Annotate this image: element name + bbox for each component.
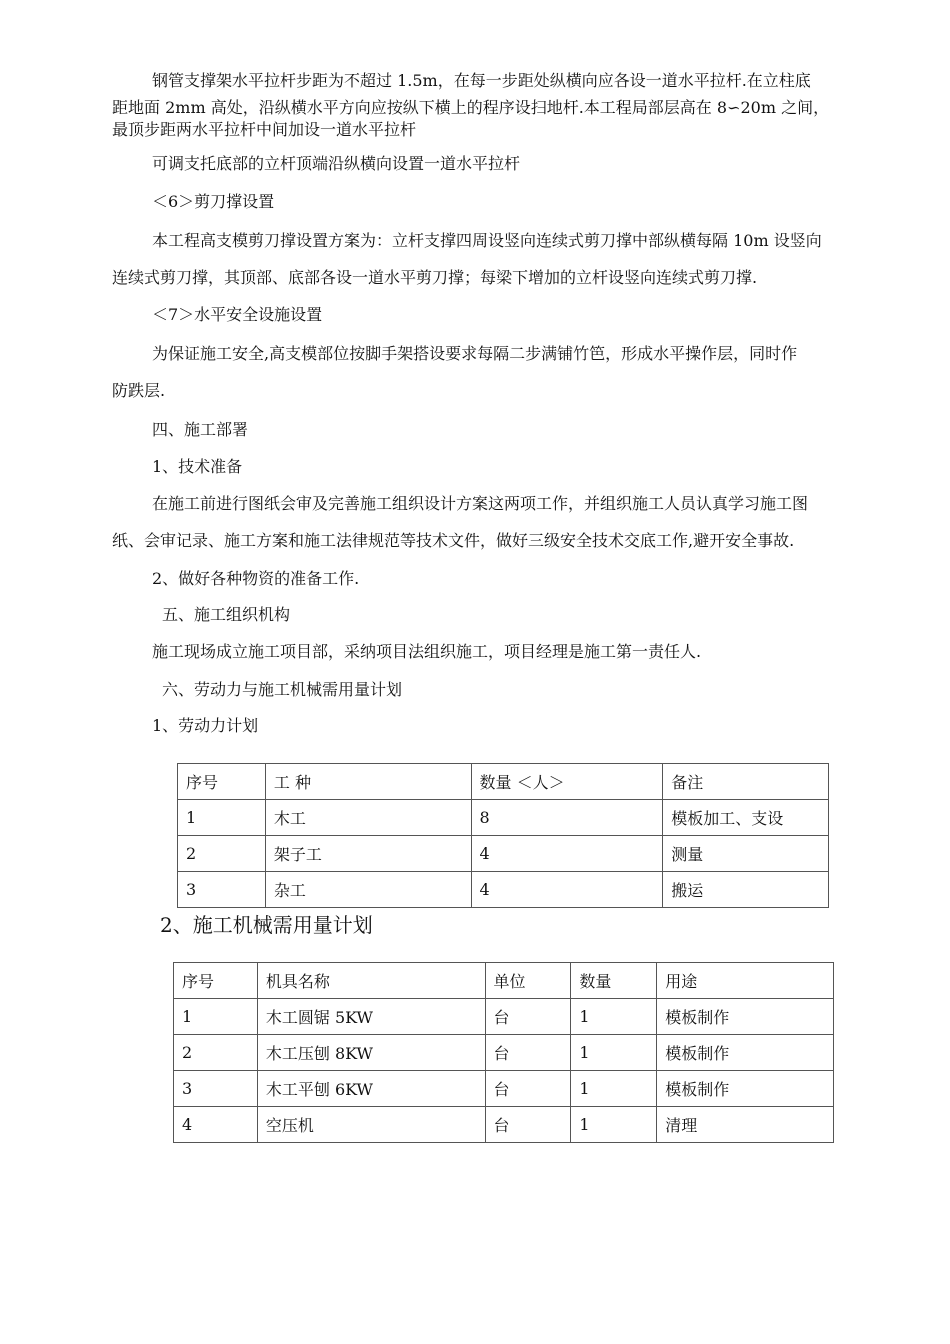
table-cell: 2 <box>178 836 266 872</box>
table-cell: 模板制作 <box>657 1071 834 1107</box>
header-cell: 机具名称 <box>257 963 485 999</box>
table-cell: 3 <box>174 1071 258 1107</box>
heading-7: ＜7＞水平安全设施设置 <box>152 305 323 324</box>
table-header-row <box>178 764 829 800</box>
heading-6: ＜6＞剪刀撑设置 <box>152 192 275 211</box>
para4-line2: 防跌层. <box>112 381 166 400</box>
table-row <box>178 872 829 908</box>
header-cell: 用途 <box>657 963 834 999</box>
table-row <box>174 1035 834 1071</box>
table-cell: 4 <box>174 1107 258 1143</box>
table-cell: 架子工 <box>265 836 471 872</box>
table-row <box>174 999 834 1035</box>
section-4-heading: 四、施工部署 <box>152 420 249 439</box>
table-cell: 杂工 <box>265 872 471 908</box>
table-row <box>174 1107 834 1143</box>
table-cell: 台 <box>485 1071 571 1107</box>
para2: 可调支托底部的立杆顶端沿纵横向设置一道水平拉杆 <box>152 154 521 173</box>
section-6-heading: 六、劳动力与施工机械需用量计划 <box>162 680 403 699</box>
para3-line1: 本工程高支模剪刀撑设置方案为：立杆支撑四周设竖向连续式剪刀撑中部纵横每隔 10m 设竖向 <box>152 231 822 250</box>
table-cell: 木工圆锯 5KW <box>257 999 485 1035</box>
table-cell: 台 <box>485 1035 571 1071</box>
table-cell: 8 <box>471 800 663 836</box>
table-cell: 木工 <box>265 800 471 836</box>
labor-table <box>177 763 829 908</box>
table-row <box>178 800 829 836</box>
table-cell: 木工压刨 8KW <box>257 1035 485 1071</box>
header-cell: 工 种 <box>265 764 471 800</box>
table-cell: 测量 <box>663 836 829 872</box>
table-cell: 1 <box>571 1107 657 1143</box>
para6: 施工现场成立施工项目部，采纳项目法组织施工，项目经理是施工第一责任人. <box>152 642 702 661</box>
header-cell: 数量 ＜人＞ <box>471 764 663 800</box>
subheading-1: 1、技术准备 <box>152 457 243 476</box>
table-cell: 模板加工、支设 <box>663 800 829 836</box>
table-cell: 模板制作 <box>657 1035 834 1071</box>
table-cell: 3 <box>178 872 266 908</box>
table-cell: 4 <box>471 872 663 908</box>
table-cell: 1 <box>571 999 657 1035</box>
para1-line1: 钢管支撑架水平拉杆步距为不超过 1.5m，在每一步距处纵横向应各设一道水平拉杆.在立柱底 <box>152 71 811 90</box>
para5-line2: 纸、会审记录、施工方案和施工法律规范等技术文件，做好三级安全技术交底工作,避开安全事故. <box>112 531 795 550</box>
table-cell: 搬运 <box>663 872 829 908</box>
para5-line1: 在施工前进行图纸会审及完善施工组织设计方案这两项工作，并组织施工人员认真学习施工图 <box>152 494 809 513</box>
header-cell: 序号 <box>174 963 258 999</box>
table-cell: 1 <box>174 999 258 1035</box>
labor-plan-title: 1、劳动力计划 <box>152 716 259 735</box>
para1-line3: 最顶步距两水平拉杆中间加设一道水平拉杆 <box>112 120 417 139</box>
table-cell: 空压机 <box>257 1107 485 1143</box>
header-cell: 序号 <box>178 764 266 800</box>
table-cell: 4 <box>471 836 663 872</box>
table-row <box>178 836 829 872</box>
table-cell: 模板制作 <box>657 999 834 1035</box>
table-cell: 1 <box>571 1071 657 1107</box>
para3-line2: 连续式剪刀撑，其顶部、底部各设一道水平剪刀撑；每梁下增加的立杆设竖向连续式剪刀撑. <box>112 268 758 287</box>
machine-plan-title: 2、施工机械需用量计划 <box>160 913 373 937</box>
table-cell: 台 <box>485 1107 571 1143</box>
machine-table <box>173 962 834 1143</box>
table-cell: 清理 <box>657 1107 834 1143</box>
section-5-heading: 五、施工组织机构 <box>162 605 291 624</box>
table-cell: 1 <box>178 800 266 836</box>
table-row <box>174 1071 834 1107</box>
table-cell: 台 <box>485 999 571 1035</box>
table-cell: 1 <box>571 1035 657 1071</box>
header-cell: 单位 <box>485 963 571 999</box>
subheading-2: 2、做好各种物资的准备工作. <box>152 569 360 588</box>
para1-line2: 距地面 2mm 高处，沿纵横水平方向应按纵下横上的程序设扫地杆.本工程局部层高在 8∽20m 之间， <box>112 98 830 117</box>
table-cell: 2 <box>174 1035 258 1071</box>
para4-line1: 为保证施工安全,高支模部位按脚手架搭设要求每隔二步满铺竹笆，形成水平操作层，同时作 <box>152 344 798 363</box>
table-header-row <box>174 963 834 999</box>
table-cell: 木工平刨 6KW <box>257 1071 485 1107</box>
header-cell: 数量 <box>571 963 657 999</box>
header-cell: 备注 <box>663 764 829 800</box>
